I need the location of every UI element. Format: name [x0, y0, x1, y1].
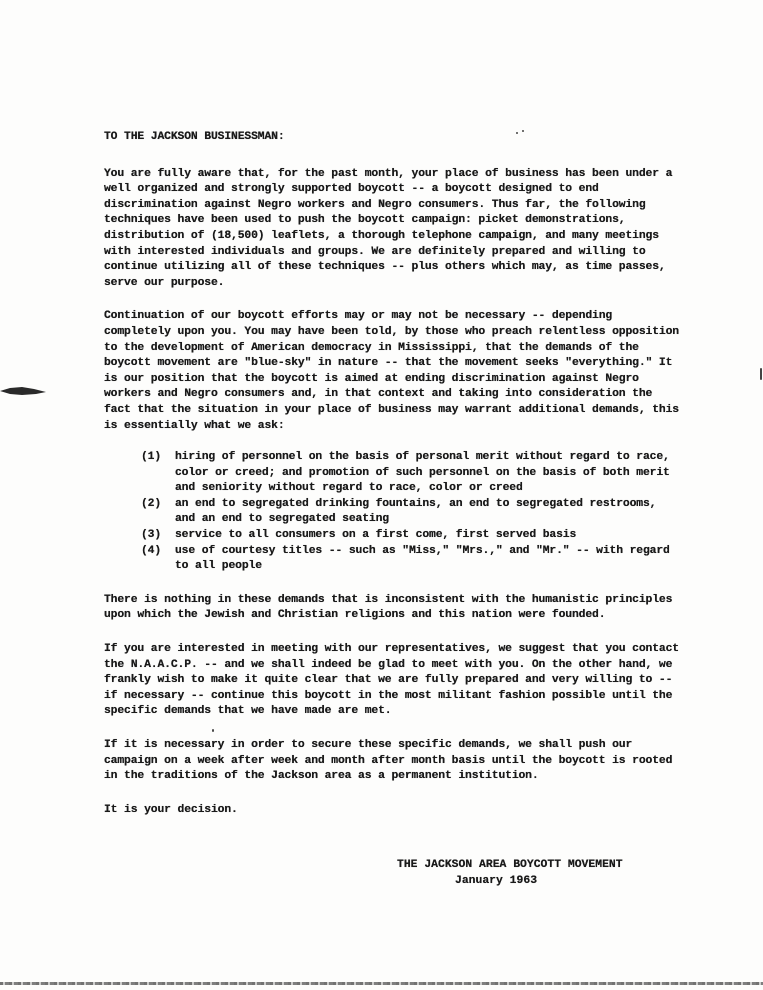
- paragraph-boycott-status: You are fully aware that, for the past month, your place of business has been under a well organized and strongly supported boycott -- a boycott designed to end discrimination against Negro workers and Negro consumers. Thus far, the following techniques have been used to push the boycott campaign: picket demonstrations, distribution of (18,500) leaflets, a thorough telephone campaign, and many meetings with interested individuals and groups. We are definitely prepared and willing to continue utilizing all of these techniques -- plus others which may, as time passes, serve our purpose.: [104, 167, 673, 289]
- letter-body: [104, 130, 679, 838]
- scan-speck: [212, 729, 214, 732]
- demand-text: service to all consumers on a first come, first served basis: [175, 529, 577, 542]
- salutation: TO THE JACKSON BUSINESSMAN:: [104, 131, 285, 143]
- demand-text: an end to segregated drinking fountains, an end to segregated restrooms, and an end to segregated seating: [175, 497, 657, 526]
- list-item: [104, 528, 679, 544]
- signature-block: [397, 858, 623, 889]
- demand-number: (1): [141, 451, 162, 464]
- demand-number: (3): [141, 529, 162, 542]
- list-item: [104, 497, 679, 528]
- paragraph-demands-intro: Continuation of our boycott efforts may or may not be necessary -- depending completely upon you. You may have been told, by those who preach relentless opposition to the development of American democracy in Mississippi, that the demands of the boycott movement are "blue-sky" in nature -- that the movement seeks "everything." It is our position that the boycott is aimed at ending discrimination against Negro workers and Negro consumers and, in that context and taking into consideration the fact that the situation in your place of business may warrant additional demands, this is essentially what we ask:: [104, 310, 679, 432]
- signature-date: January 1963: [455, 874, 538, 887]
- list-item: [104, 450, 679, 497]
- scan-speck: [516, 132, 518, 134]
- demand-text: use of courtesy titles -- such as "Miss," "Mrs.," and "Mr." -- with regard to all people: [175, 544, 670, 573]
- demand-text: hiring of personnel on the basis of personal merit without regard to race, color or creed; and promotion of such personnel on the basis of both merit and seniority without regard to race, color or creed: [175, 451, 670, 495]
- scan-speck: [522, 130, 524, 132]
- list-item: [104, 544, 679, 575]
- paragraph-campaign-continuation: If it is necessary in order to secure these specific demands, we shall push our campaign on a week after week and month after month basis until the boycott is rooted in the traditions of the Jackson area as a permanent institution.: [104, 739, 673, 783]
- scan-smudge-mark: [0, 382, 46, 400]
- demand-number: (2): [141, 497, 162, 510]
- paragraph-principles: There is nothing in these demands that is inconsistent with the humanistic principles upon which the Jewish and Christian religions and this nation were founded.: [104, 593, 673, 622]
- scan-speck: [760, 368, 762, 380]
- scan-bottom-edge: [0, 982, 763, 985]
- demands-list: [104, 450, 679, 575]
- signature-organization: THE JACKSON AREA BOYCOTT MOVEMENT: [397, 859, 623, 871]
- paragraph-meeting-offer: If you are interested in meeting with our representatives, we suggest that you contact the N.A.A.C.P. -- and we shall indeed be glad to meet with you. On the other hand, we frankly wish to make it quite clear that we are fully prepared and very willing to -- if necessary -- continue this boycott in the most militant fashion possible until the specific demands that we have made are met.: [104, 643, 679, 718]
- closing-line: It is your decision.: [104, 803, 238, 816]
- demand-number: (4): [141, 544, 162, 557]
